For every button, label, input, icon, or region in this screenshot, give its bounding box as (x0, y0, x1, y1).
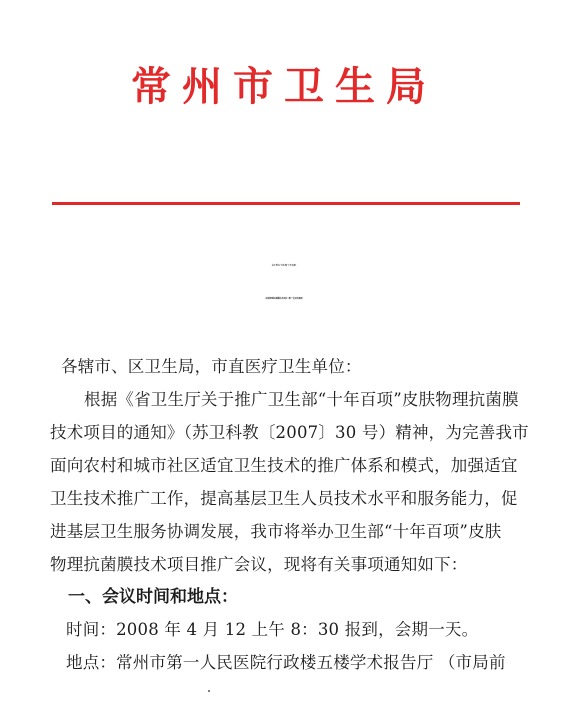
paragraph-line: 物理抗菌膜技术项目推广会议，现将有关事项通知如下： (50, 555, 468, 574)
meeting-time: 时间：2008 年 4 月 12 上午 8：30 报到，会期一天。 (66, 620, 479, 639)
meeting-place: 地点：常州市第一人民医院行政楼五楼学术报告厅 （市局前 (66, 653, 506, 672)
paragraph-line: 技术项目的通知》（苏卫科教〔2007〕30 号）精神，为完善我市 (50, 423, 529, 442)
letterhead-organization: 常州市卫生局 (131, 63, 437, 110)
scan-speck (208, 690, 210, 692)
paragraph-line: 进基层卫生服务协调发展，我市将举办卫生部“十年百项”皮肤 (50, 522, 502, 541)
salutation: 各辖市、区卫生局，市直医疗卫生单位： (61, 357, 362, 376)
notice-title-line-2: 皮肤物理抗菌膜技术项目”推广会议的通知 (265, 298, 303, 300)
paragraph-line: 卫生技术推广工作，提高基层卫生人员技术水平和服务能力，促 (50, 489, 518, 508)
letterhead-red-rule (52, 202, 520, 205)
notice-title-line-1: 关于举办“卫生部‘十年百项’ (271, 265, 297, 267)
section-heading-meeting-time-place: 一、会议时间和地点： (68, 587, 238, 607)
paragraph-line: 面向农村和城市社区适宜卫生技术的推广体系和模式，加强适宜 (50, 456, 518, 475)
paragraph-line: 根据《省卫生厅关于推广卫生部“十年百项”皮肤物理抗菌膜 (84, 390, 519, 409)
